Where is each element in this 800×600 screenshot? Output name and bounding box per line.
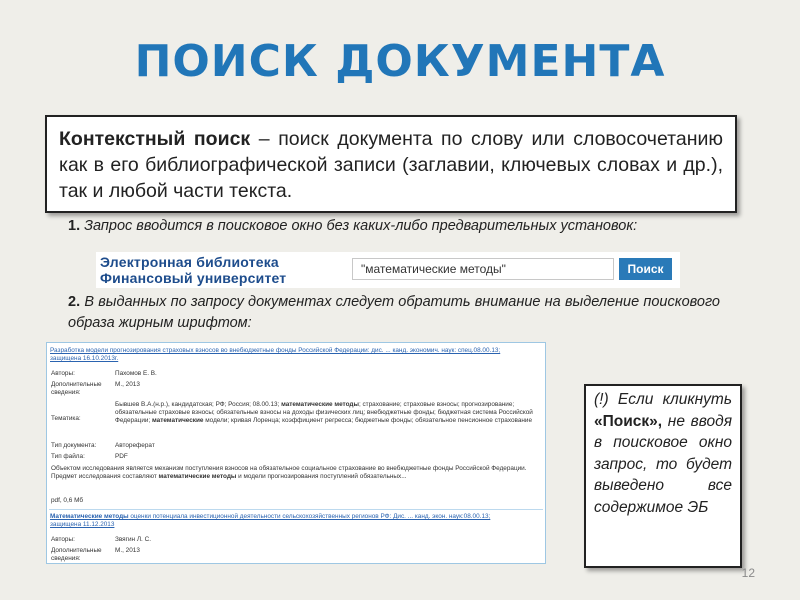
result-1-topic-post: модели; кривая Лоренца; коэффициент регресса; бюджетные фонды; обязательное пенсионное страхование <box>203 417 533 424</box>
result-1-topic-mid: ; страхование; страховые взносы; прогнозирование; обязательные страховые взносы; обязательные взносы на доходы физических лиц; внебюджетные фонды; бюджетная система Российской Федерации; <box>115 401 533 424</box>
library-name-line2: Финансовый университет <box>100 270 287 286</box>
step-1-text: Запрос вводится в поисковое окно без каких-либо предварительных установок: <box>80 218 638 234</box>
step-2-number: 2. <box>68 294 81 310</box>
result-2-title-rest: оценки потенциала инвестиционной деятельности сельскохозяйственных регионов РФ: Дис. ... канд. экон. наук:08.00.13; защищена 11.12.2013 <box>50 513 491 528</box>
note-bold: «Поиск», <box>594 412 663 430</box>
result-1-extra-label-2: сведения: <box>51 389 81 396</box>
result-2-title-bold: Математические методы <box>50 513 129 520</box>
result-2-extra: М., 2013 <box>115 547 140 554</box>
result-1-topic <box>115 401 541 425</box>
result-1-topic-label: Тематика: <box>51 415 81 422</box>
result-1-extra-label-1: Дополнительные <box>51 381 102 388</box>
library-logo[interactable] <box>100 254 286 286</box>
result-1-abstract-post: и модели прогнозирования поступлений обязательных... <box>236 473 407 480</box>
result-separator <box>49 509 543 510</box>
result-1-doctype: Автореферат <box>115 442 155 449</box>
result-1-extra: М., 2013 <box>115 381 140 388</box>
note-suffix: не вводя в поисковое окно запрос, то будет выведено все содержимое ЭБ <box>594 412 732 516</box>
search-input[interactable]: "математические методы" <box>352 258 614 280</box>
result-1-abstract-bold: математические методы <box>158 473 237 480</box>
page-number: 12 <box>741 566 755 580</box>
result-1-abstract-pre: Объектом исследования является механизм поступления взносов на обязательное социальное страхование во внебюджетные фонды Российской Федерации. Предмет исследования составляют <box>51 465 527 480</box>
result-1-filetype: PDF <box>115 453 128 460</box>
result-1-filetype-label: Тип файла: <box>51 453 85 460</box>
result-2-extra-label-1: Дополнительные <box>51 547 102 554</box>
result-1-abstract <box>51 465 539 481</box>
result-1-topic-bold-1: математические методы <box>281 401 359 408</box>
result-1-title-link[interactable]: Разработка модели прогнозирования страховых взносов во внебюджетные фонды Российской Федерации: дис. ... канд. экономич. наук: спец.08.00.13; защищена 16.10.2013г. <box>50 347 501 362</box>
result-1-doctype-label: Тип документа: <box>51 442 97 449</box>
note-box <box>584 384 742 568</box>
note-prefix: (!) Если кликнуть <box>594 391 732 408</box>
search-results-panel <box>46 342 546 564</box>
result-1-author-label: Авторы: <box>51 370 75 377</box>
definition-term: Контекстный поиск <box>59 128 251 150</box>
result-2-extra-label-2: сведения: <box>51 555 81 562</box>
result-1-topic-pre: Бывшев В.А.(н.р.), кандидатская; РФ; Россия; 08.00.13; <box>115 401 282 408</box>
result-2-title-link[interactable] <box>50 513 510 529</box>
result-2-author-label: Авторы: <box>51 536 75 543</box>
result-2-author[interactable]: Звягин Л. С. <box>115 536 151 543</box>
result-1-author[interactable]: Пахомов Е. В. <box>115 370 157 377</box>
step-2 <box>68 292 720 334</box>
result-1-topic-bold-2: математические <box>152 417 204 424</box>
search-button[interactable]: Поиск <box>619 258 672 280</box>
result-1-file-size[interactable]: pdf, 0,6 Мб <box>51 497 84 504</box>
definition-box <box>45 115 737 213</box>
library-search-bar <box>96 252 680 288</box>
slide-title: ПОИСК ДОКУМЕНТА <box>134 36 666 87</box>
step-1-number: 1. <box>68 218 81 234</box>
step-2-text: В выданных по запросу документах следует обратить внимание на выделение поискового образа жирным шрифтом: <box>68 294 720 331</box>
definition-text: – поиск документа по слову или словосочетанию как в его библиографической записи (заглавии, ключевых словах и др.), так и любой части текста. <box>59 128 723 202</box>
library-name-line1: Электронная библиотека <box>100 254 279 270</box>
step-1 <box>68 216 720 237</box>
